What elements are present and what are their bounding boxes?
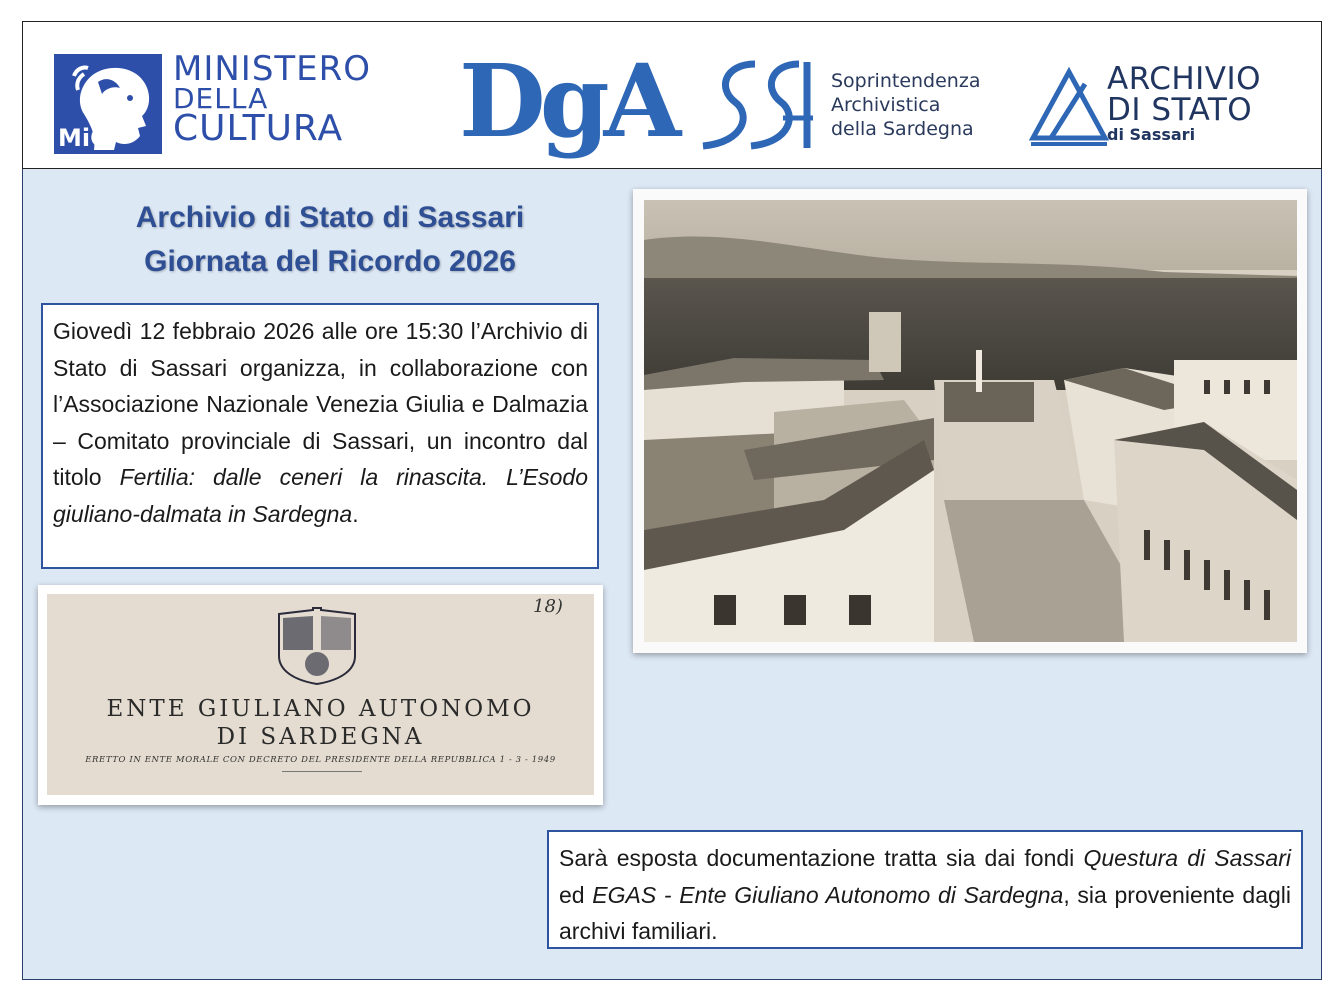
title-line2: Giornata del Ricordo 2026 (144, 245, 516, 278)
soprintendenza-line3: della Sardegna (831, 118, 974, 140)
exhibit-text-1: Sarà esposta documentazione tratta sia dai fondi (559, 845, 1084, 871)
ministero-line3: CULTURA (173, 108, 344, 149)
archivio-wordmark (1107, 61, 1262, 144)
archivio-line3: di Sassari (1107, 125, 1196, 144)
archivio-triangle-icon (1029, 66, 1109, 148)
letterhead-decree: ERETTO IN ENTE MORALE CON DECRETO DEL PRESIDENTE DELLA REPUBBLICA 1 - 3 - 1949 (85, 755, 556, 765)
exhibit-fondo-egas: EGAS - Ente Giuliano Autonomo di Sardegna (592, 881, 1064, 908)
mic-logo (54, 54, 162, 154)
archivio-line2: DI STATO (1107, 92, 1253, 128)
header-banner (22, 21, 1322, 169)
announcement-end: . (352, 500, 359, 527)
archivio-line1: ARCHIVIO (1107, 61, 1262, 97)
title-line1: Archivio di Stato di Sassari (135, 201, 525, 234)
crest-icon (273, 606, 361, 686)
soprintendenza-wordmark (831, 69, 980, 141)
document-number: 18) (533, 596, 563, 617)
egas-letterhead-frame (38, 585, 603, 805)
letterhead-line2: DI SARDEGNA (216, 724, 425, 750)
letterhead-line1: ENTE GIULIANO AUTONOMO (106, 696, 535, 722)
fertilia-photo-frame (633, 189, 1307, 653)
exhibit-box (547, 830, 1303, 949)
exhibit-text-3: , sia proveniente dagli archivi familiari. (559, 881, 1291, 945)
dga-logo: DgA (459, 42, 676, 160)
ministero-wordmark (173, 49, 372, 149)
announcement-text: Giovedì 12 febbraio 2026 alle ore 15:30 l’Archivio di Stato di Sassari organizza, in collaborazione con l’Associazione Nazionale Venezia Giulia e Dalmazia – Comitato provinciale di Sassari, un incontro dal titolo (53, 318, 588, 491)
fertilia-aerial-photo (644, 200, 1297, 642)
page-title (70, 196, 590, 284)
event-title: Fertilia: dalle ceneri la rinascita. L’Esodo giuliano-dalmata in Sardegna (53, 464, 589, 527)
mic-abbr: MiC (58, 124, 108, 152)
soprintendenza-line2: Archivistica (831, 94, 941, 116)
egas-letterhead (47, 594, 594, 795)
soprintendenza-sa-icon (695, 58, 825, 152)
exhibit-text-2: ed (559, 881, 593, 908)
ministero-line2: DELLA (173, 82, 269, 115)
letterhead-rule (282, 771, 362, 772)
ministero-line1: MINISTERO (173, 49, 372, 89)
announcement-box (41, 303, 599, 569)
soprintendenza-line1: Soprintendenza (831, 70, 981, 92)
exhibit-fondo-questura: Questura di Sassari (1083, 845, 1291, 871)
